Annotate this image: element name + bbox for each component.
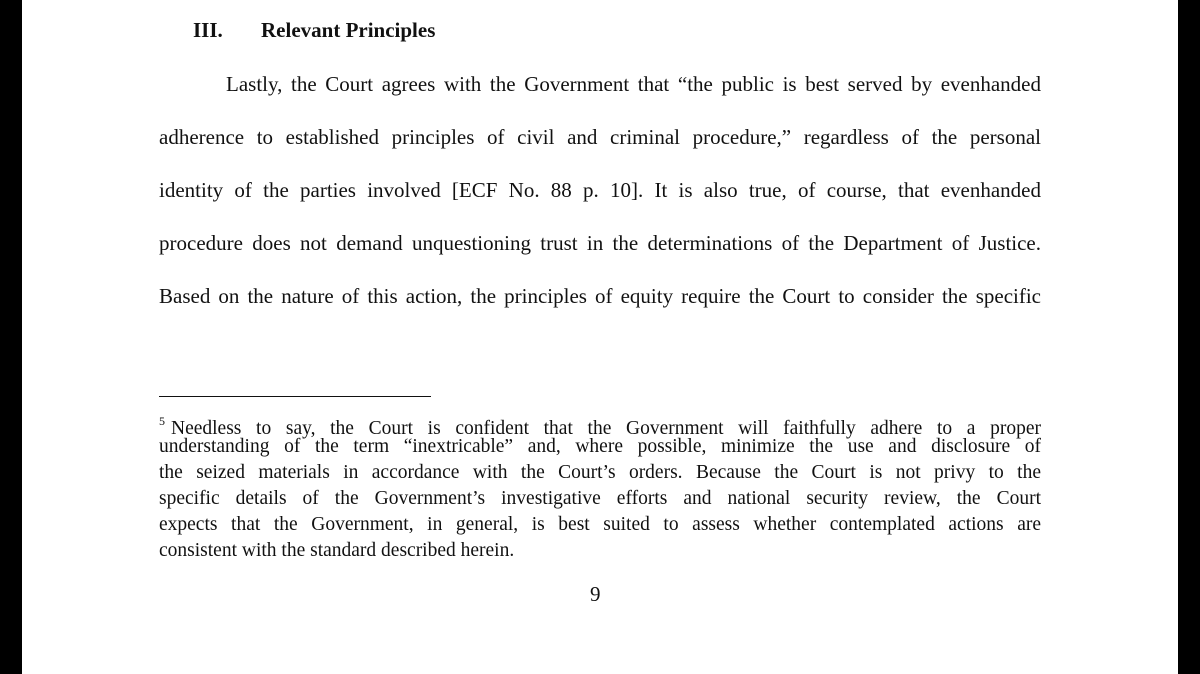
footnote-line: consistent with the standard described herein.	[159, 540, 515, 561]
section-title: Relevant Principles	[261, 18, 436, 42]
footnote-line: understanding of the term “inextricable” and, where possible, minimize the use and disclosure of	[159, 436, 1041, 457]
body-line: identity of the parties involved [ECF No. 88 p. 10]. It is also true, of course, that evenhanded	[159, 178, 1041, 202]
footnote-line: expects that the Government, in general, is best suited to assess whether contemplated actions are	[159, 514, 1041, 535]
footnote-text: Needless to say, the Court is confident that the Government will faithfully adhere to a proper	[171, 418, 1041, 439]
body-line: Based on the nature of this action, the principles of equity require the Court to consider the specific	[159, 284, 1041, 308]
body-line: procedure does not demand unquestioning trust in the determinations of the Department of Justice.	[159, 231, 1041, 255]
document-page	[22, 0, 1178, 674]
footnote-separator	[159, 396, 431, 397]
footnote-line: the seized materials in accordance with the Court’s orders. Because the Court is not privy to the	[159, 462, 1041, 483]
page-number: 9	[590, 582, 601, 606]
footnote-line: specific details of the Government’s investigative efforts and national security review, the Court	[159, 488, 1041, 509]
section-heading	[193, 18, 435, 43]
body-line: adherence to established principles of civil and criminal procedure,” regardless of the personal	[159, 125, 1041, 149]
footnote-marker: 5	[159, 414, 165, 428]
body-line: Lastly, the Court agrees with the Government that “the public is best served by evenhanded	[226, 72, 1041, 96]
section-number: III.	[193, 18, 223, 42]
